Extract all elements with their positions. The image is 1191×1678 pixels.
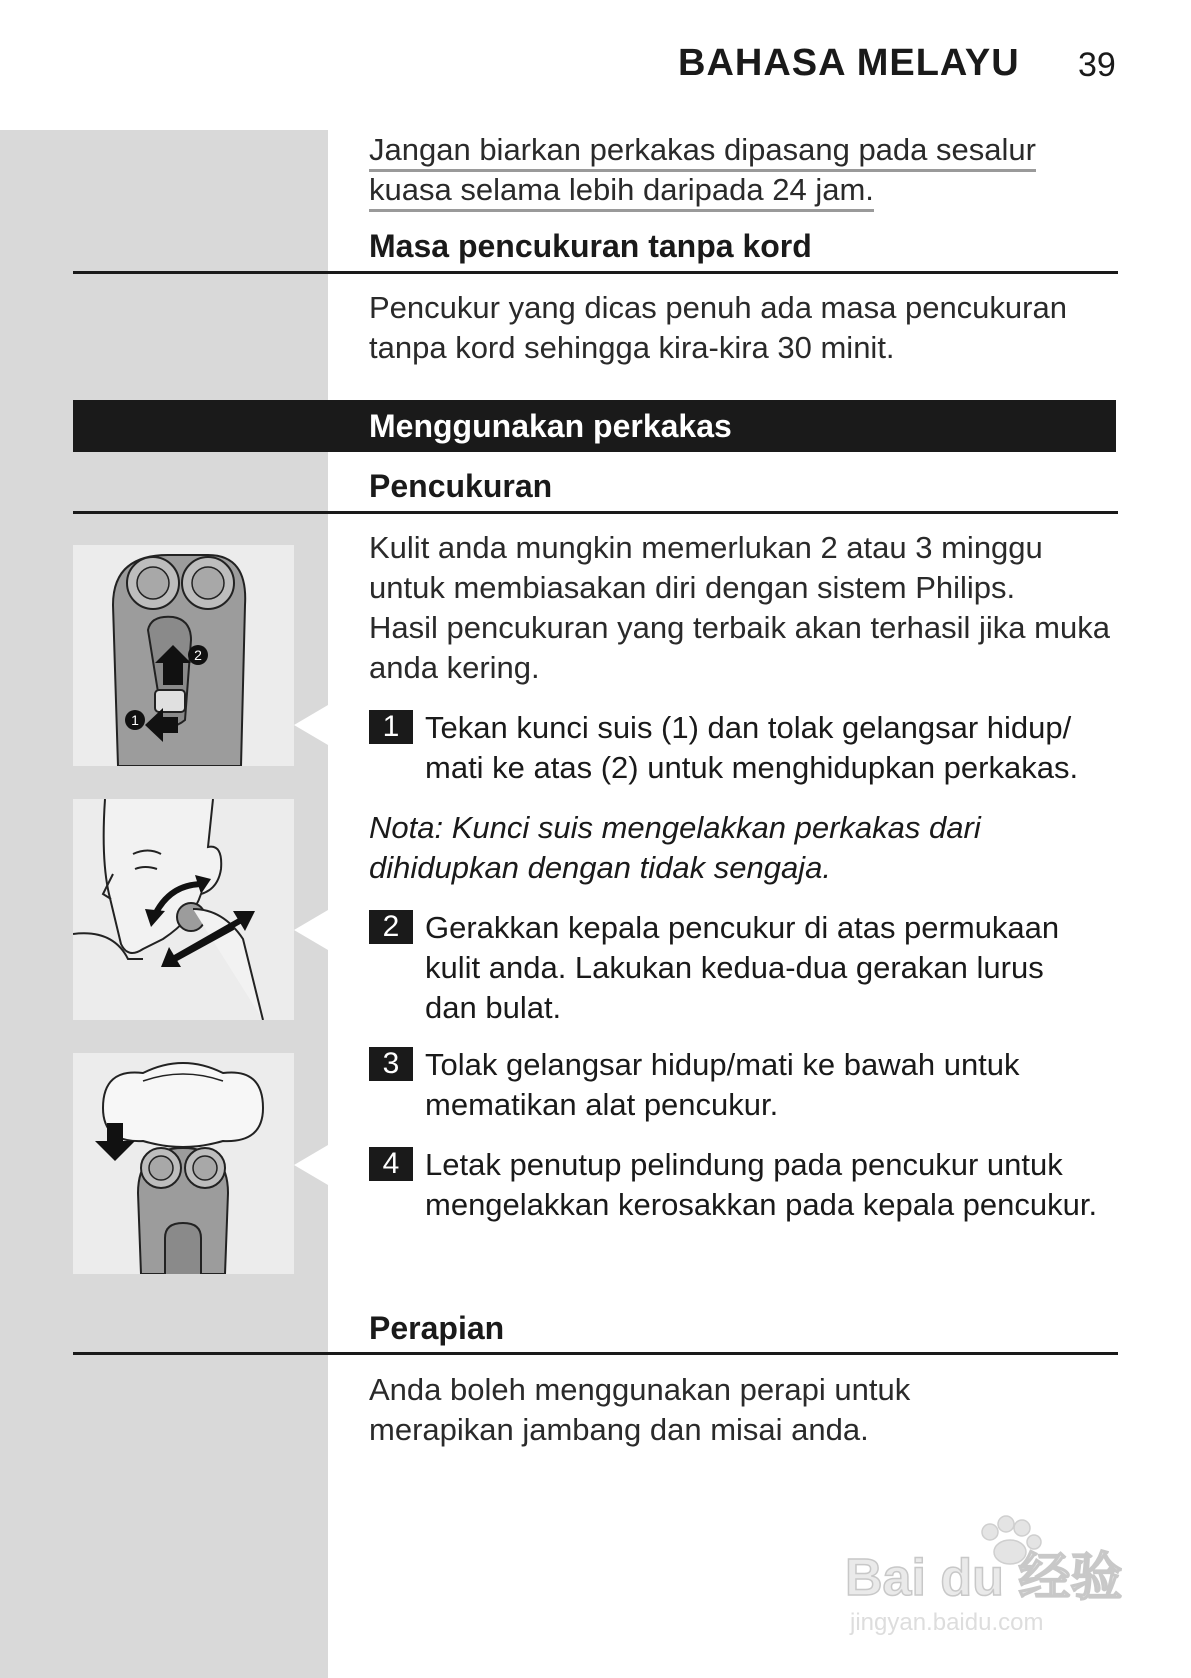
- section-title: Menggunakan perkakas: [369, 408, 732, 444]
- marker-1: 1: [131, 712, 139, 728]
- header-title: BAHASA MELAYU: [678, 42, 1020, 84]
- note-text: [369, 808, 1129, 888]
- shaving-heading-rule: [73, 511, 1118, 514]
- marker-2: 2: [194, 647, 202, 663]
- illustration-switch: [73, 545, 294, 766]
- step-number-1: 1: [369, 710, 413, 744]
- cordless-line-1: Pencukur yang dicas penuh ada masa pencukuran: [369, 290, 1067, 325]
- step-2-line-3: dan bulat.: [425, 990, 562, 1025]
- face-shaving-icon: [73, 799, 294, 1020]
- step-number-2: 2: [369, 910, 413, 944]
- cordless-heading-rule: [73, 271, 1118, 274]
- shaving-intro: [369, 528, 1129, 688]
- step-text-4: [425, 1145, 1135, 1225]
- cordless-heading: Masa pencukuran tanpa kord: [369, 228, 812, 264]
- shaver-cap-icon: [73, 1053, 294, 1274]
- warning-text: [369, 130, 1129, 210]
- trimming-line-2: merapikan jambang dan misai anda.: [369, 1412, 869, 1447]
- page-number: 39: [1078, 46, 1116, 84]
- intro-line-3: Hasil pencukuran yang terbaik akan terhasil jika muka: [369, 610, 1110, 645]
- intro-line-2: untuk membiasakan diri dengan sistem Philips.: [369, 570, 1016, 605]
- step-3-line-1: Tolak gelangsar hidup/mati ke bawah untuk: [425, 1047, 1020, 1082]
- trimming-heading-rule: [73, 1352, 1118, 1355]
- step-4-line-2: mengelakkan kerosakkan pada kepala pencukur.: [425, 1187, 1098, 1222]
- note-line-1: Nota: Kunci suis mengelakkan perkakas dari: [369, 810, 981, 845]
- illustration-shaving: [73, 799, 294, 1020]
- trimming-text: [369, 1370, 1129, 1450]
- warning-line-2: kuasa selama lebih daripada 24 jam.: [369, 172, 874, 212]
- step-number-3: 3: [369, 1047, 413, 1081]
- pointer-arrow-icon-3: [294, 1145, 328, 1185]
- step-1-line-1: Tekan kunci suis (1) dan tolak gelangsar hidup/: [425, 710, 1072, 745]
- step-text-3: [425, 1045, 1135, 1125]
- note-line-2: dihidupkan dengan tidak sengaja.: [369, 850, 831, 885]
- shaving-heading: Pencukuran: [369, 468, 553, 504]
- step-text-2: [425, 908, 1135, 1028]
- trimming-heading: Perapian: [369, 1310, 505, 1346]
- watermark-url: jingyan.baidu.com: [850, 1609, 1044, 1636]
- shaver-switch-icon: [73, 545, 294, 766]
- watermark-brand: Bai du 经验: [845, 1549, 1123, 1607]
- step-2-line-2: kulit anda. Lakukan kedua-dua gerakan lurus: [425, 950, 1044, 985]
- step-2-line-1: Gerakkan kepala pencukur di atas permukaan: [425, 910, 1060, 945]
- illustration-cap: [73, 1053, 294, 1274]
- pointer-arrow-icon: [294, 705, 328, 745]
- step-text-1: [425, 708, 1135, 788]
- trimming-line-1: Anda boleh menggunakan perapi untuk: [369, 1372, 911, 1407]
- watermark-logo-icon: [840, 1500, 1130, 1640]
- intro-line-1: Kulit anda mungkin memerlukan 2 atau 3 minggu: [369, 530, 1043, 565]
- warning-line-1: Jangan biarkan perkakas dipasang pada sesalur: [369, 132, 1036, 172]
- cordless-text: [369, 288, 1129, 368]
- cordless-line-2: tanpa kord sehingga kira-kira 30 minit.: [369, 330, 895, 365]
- step-number-4: 4: [369, 1147, 413, 1181]
- step-1-line-2: mati ke atas (2) untuk menghidupkan perkakas.: [425, 750, 1079, 785]
- intro-line-4: anda kering.: [369, 650, 540, 685]
- step-4-line-1: Letak penutup pelindung pada pencukur untuk: [425, 1147, 1063, 1182]
- watermark: [840, 1500, 1130, 1640]
- pointer-arrow-icon-2: [294, 910, 328, 950]
- step-3-line-2: mematikan alat pencukur.: [425, 1087, 779, 1122]
